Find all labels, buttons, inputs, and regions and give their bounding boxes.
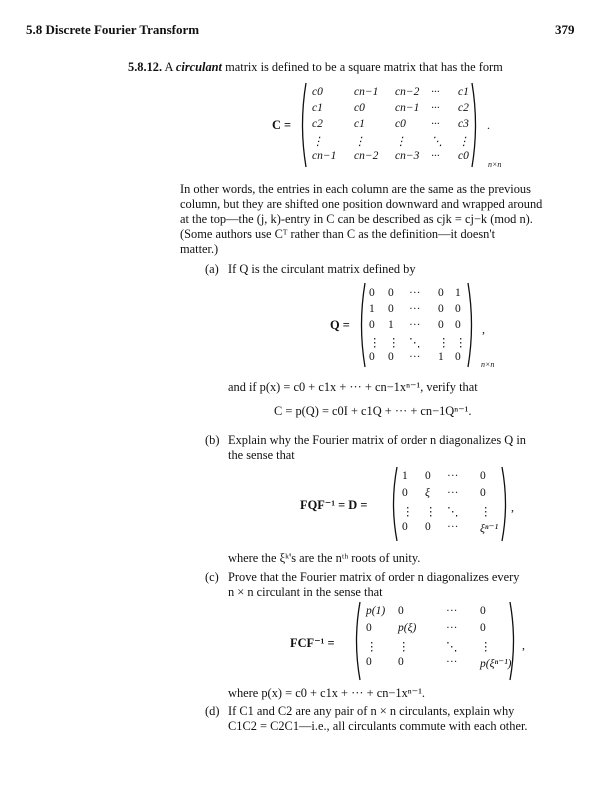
page-number: 379 xyxy=(555,22,575,37)
matrix-cell: cn−1 xyxy=(354,86,379,98)
matrix-cell: cn−1 xyxy=(312,150,337,162)
matrix-cell: ⋮ xyxy=(398,641,410,653)
part-d-line2: C1C2 = C2C1—i.e., all circulants commute with each other. xyxy=(228,719,528,733)
matrix-cell: ··· xyxy=(431,86,440,98)
matrix-cell: c1 xyxy=(354,118,365,130)
matrix-cell: ⋮ xyxy=(388,337,400,349)
matrix-q-trailing-comma: , xyxy=(482,322,485,336)
matrix-cell: 0 xyxy=(398,605,404,617)
matrix-cell: ··· xyxy=(431,150,440,162)
matrix-q-size: n×n xyxy=(481,360,495,369)
matrix-cell: ξⁿ⁻¹ xyxy=(480,523,499,535)
matrix-cell: ··· xyxy=(409,303,421,315)
matrix-cell: 0 xyxy=(398,656,404,668)
matrix-cell: ⋮ xyxy=(312,136,324,148)
explanation-line: column, but they are shifted one position downward and wrapped around xyxy=(180,197,543,211)
explanation-line: In other words, the entries in each column are the same as the previous xyxy=(180,182,531,196)
matrix-cell: c2 xyxy=(458,102,469,114)
matrix-cell: ··· xyxy=(409,287,421,299)
matrix-c-label: C = xyxy=(272,118,292,132)
matrix-cell: 0 xyxy=(369,287,375,299)
matrix-q-label: Q = xyxy=(330,318,350,332)
matrix-cell: ⋱ xyxy=(431,136,443,148)
part-a-equation: C = p(Q) = c0I + c1Q + ··· + cn−1Qⁿ⁻¹. xyxy=(274,404,472,418)
part-c-label: (c) xyxy=(205,570,219,584)
matrix-cell: ⋮ xyxy=(425,506,437,518)
matrix-fcf-trailing-comma: , xyxy=(522,638,525,652)
matrix-cell: ⋱ xyxy=(447,506,459,518)
matrix-cell: 0 xyxy=(425,521,431,533)
matrix-cell: ··· xyxy=(446,605,458,617)
explanation-paragraph xyxy=(180,182,585,257)
matrix-cell: c3 xyxy=(458,118,469,130)
part-a-text2: and if p(x) = c0 + c1x + ··· + cn−1xⁿ⁻¹, verify that xyxy=(228,380,478,394)
matrix-cell: c0 xyxy=(312,86,323,98)
matrix-c-trailing-period: . xyxy=(487,118,490,132)
part-b-line1: Explain why the Fourier matrix of order n diagonalizes Q in xyxy=(228,433,526,447)
matrix-cell: 0 xyxy=(402,521,408,533)
matrix-cell: 0 xyxy=(388,287,394,299)
part-c-line2: n × n circulant in the sense that xyxy=(228,585,383,599)
matrix-cell: 1 xyxy=(369,303,375,315)
matrix-d-left-bracket xyxy=(389,466,399,542)
matrix-cell: ··· xyxy=(447,487,459,499)
matrix-cell: 0 xyxy=(480,622,486,634)
matrix-c-size: n×n xyxy=(488,160,502,169)
matrix-c-left-bracket xyxy=(298,82,308,168)
matrix-cell: 0 xyxy=(366,622,372,634)
matrix-cell: p(ξ) xyxy=(398,622,417,634)
matrix-cell: ⋱ xyxy=(409,337,421,349)
matrix-cell: ⋮ xyxy=(455,337,467,349)
problem-number: 5.8.12. xyxy=(128,60,163,74)
part-b-after: where the ξᵏ's are the nᵗʰ roots of unity. xyxy=(228,551,421,565)
matrix-cell: 0 xyxy=(480,605,486,617)
matrix-q-left-bracket xyxy=(357,282,367,368)
matrix-cell: ⋮ xyxy=(395,136,407,148)
matrix-fcf-left-bracket xyxy=(352,601,362,681)
matrix-cell: 0 xyxy=(425,470,431,482)
matrix-c-right-bracket xyxy=(470,82,480,168)
matrix-cell: ··· xyxy=(409,319,421,331)
matrix-cell: 1 xyxy=(388,319,394,331)
matrix-cell: 0 xyxy=(388,303,394,315)
intro-term: circulant xyxy=(175,60,223,74)
explanation-line: (Some authors use Cᵀ rather than C as the definition—it doesn't xyxy=(180,227,496,241)
part-b-line2: the sense that xyxy=(228,448,295,462)
intro-prefix: A xyxy=(164,60,173,74)
matrix-cell: 0 xyxy=(438,303,444,315)
matrix-cell: c0 xyxy=(395,118,406,130)
matrix-cell: 0 xyxy=(455,303,461,315)
part-d-label: (d) xyxy=(205,704,220,718)
matrix-cell: c1 xyxy=(312,102,323,114)
part-c-line1: Prove that the Fourier matrix of order n diagonalizes every xyxy=(228,570,520,584)
matrix-cell: ⋮ xyxy=(366,641,378,653)
matrix-cell: 0 xyxy=(402,487,408,499)
matrix-cell: ξ xyxy=(425,487,430,499)
explanation-line: matter.) xyxy=(180,242,219,256)
part-c-after: where p(x) = c0 + c1x + ··· + cn−1xⁿ⁻¹. xyxy=(228,686,426,700)
part-a-text: If Q is the circulant matrix defined by xyxy=(228,262,416,276)
matrix-cell: cn−3 xyxy=(395,150,420,162)
matrix-cell: ··· xyxy=(409,351,421,363)
matrix-d-label: FQF⁻¹ = D = xyxy=(300,498,368,512)
matrix-cell: ··· xyxy=(431,102,440,114)
matrix-cell: 0 xyxy=(438,319,444,331)
matrix-cell: c0 xyxy=(458,150,469,162)
matrix-cell: c2 xyxy=(312,118,323,130)
part-a-label: (a) xyxy=(205,262,219,276)
matrix-cell: 0 xyxy=(388,351,394,363)
matrix-cell: ⋮ xyxy=(369,337,381,349)
matrix-cell: ⋮ xyxy=(402,506,414,518)
matrix-cell: p(1) xyxy=(366,605,386,617)
matrix-cell: ⋮ xyxy=(480,641,492,653)
matrix-cell: 1 xyxy=(402,470,408,482)
matrix-cell: ··· xyxy=(446,622,458,634)
matrix-cell: ··· xyxy=(447,521,459,533)
matrix-cell: ··· xyxy=(431,118,440,130)
matrix-cell: 0 xyxy=(480,487,486,499)
matrix-cell: 0 xyxy=(369,319,375,331)
matrix-cell: ··· xyxy=(447,470,459,482)
matrix-d-right-bracket xyxy=(500,466,510,542)
part-b-label: (b) xyxy=(205,433,220,447)
matrix-cell: ⋮ xyxy=(480,506,492,518)
matrix-cell: c1 xyxy=(458,86,469,98)
matrix-cell: ⋮ xyxy=(354,136,366,148)
explanation-line: at the top—the (j, k)-entry in C can be described as cjk = cj−k (mod n). xyxy=(180,212,533,226)
matrix-cell: cn−1 xyxy=(395,102,420,114)
intro-suffix: matrix is defined to be a square matrix that has the form xyxy=(225,60,503,74)
matrix-cell: c0 xyxy=(354,102,365,114)
matrix-cell: cn−2 xyxy=(354,150,379,162)
running-header-section: 5.8 Discrete Fourier Transform xyxy=(26,22,200,37)
matrix-cell: 1 xyxy=(455,287,461,299)
matrix-cell: 1 xyxy=(438,351,444,363)
matrix-cell: ⋮ xyxy=(438,337,450,349)
matrix-cell: ··· xyxy=(446,656,458,668)
matrix-cell: 0 xyxy=(455,319,461,331)
matrix-fcf-label: FCF⁻¹ = xyxy=(290,636,335,650)
matrix-cell: ⋮ xyxy=(458,136,470,148)
part-d-line1: If C1 and C2 are any pair of n × n circulants, explain why xyxy=(228,704,515,718)
matrix-cell: p(ξⁿ⁻¹) xyxy=(480,658,512,670)
matrix-cell: 0 xyxy=(369,351,375,363)
problem-intro xyxy=(128,60,503,75)
matrix-cell: 0 xyxy=(480,470,486,482)
matrix-cell: 0 xyxy=(455,351,461,363)
matrix-cell: cn−2 xyxy=(395,86,420,98)
matrix-cell: 0 xyxy=(438,287,444,299)
matrix-cell: ⋱ xyxy=(446,641,458,653)
matrix-d-trailing-comma: , xyxy=(511,500,514,514)
matrix-q-right-bracket xyxy=(466,282,476,368)
matrix-cell: 0 xyxy=(366,656,372,668)
